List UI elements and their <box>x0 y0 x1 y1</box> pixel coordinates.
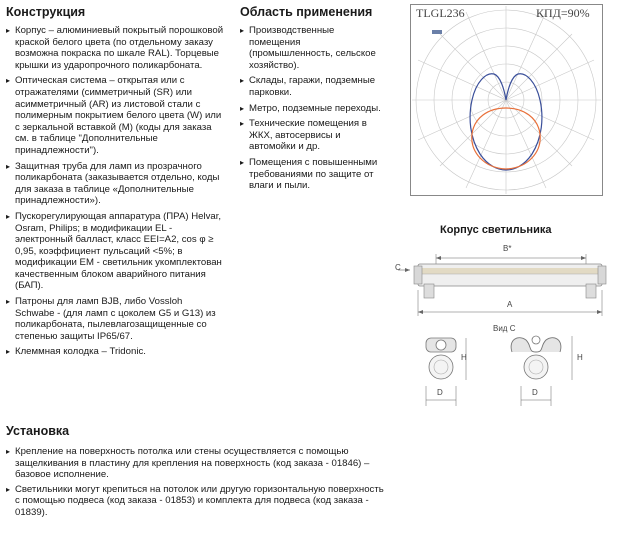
dimension-d1-label: D <box>437 388 443 397</box>
list-item: ▸ Технические помещения в ЖКХ, автосервисы и автомойки и др. <box>240 118 367 153</box>
bullet-icon: ▸ <box>6 211 11 221</box>
dimension-h2-label: H <box>577 353 583 362</box>
installation-title: Установка <box>6 424 70 438</box>
list-item: ▸ Пускорегулирующая аппаратура (ПРА) Helvar, Osram, Philips; в модификации EL - электронный балласт, класс EEI=A2, cos φ ≥ 0,95, коэффициент пульсаций <5%; в модификации EM - светильник укомплектован качественным блоком аварийного питания (БАП). <box>6 210 222 292</box>
housing-drawing <box>396 240 618 406</box>
dimension-a-label: A <box>507 300 513 309</box>
bullet-icon: ▸ <box>240 119 245 129</box>
bullet-icon: ▸ <box>6 297 11 307</box>
list-item: ▸ Производственные помещения (промышленность, сельское хозяйство). <box>240 25 376 71</box>
list-item: ▸ Патроны для ламп BJB, либо Vossloh Schwabe - (для ламп с цоколем G5 и G13) из поликарбоната, пылевлагозащищенные со степенью защиты IP65/67. <box>6 296 216 342</box>
list-item: ▸ Защитная труба для ламп из прозрачного поликарбоната (заказывается отдельно, коды для заказа в таблице «Дополнительные принадлежности»). <box>6 160 220 207</box>
bullet-icon: ▸ <box>240 76 245 86</box>
list-item: ▸ Крепление на поверхность потолка или стены осуществляется с помощью защелкивания в пластину для крепления на поверхность (код заказа - 01846) – базовое исполнение. <box>6 446 370 481</box>
bullet-icon: ▸ <box>240 103 245 113</box>
polar-diagram-graphic <box>410 4 603 196</box>
list-item: ▸ Светильники могут крепиться на потолок или другую горизонтальную поверхность с помощью подвеса (код заказа - 01853) и комплекта для подвеса (код заказа - 01839). <box>6 483 384 518</box>
bullet-icon: ▸ <box>6 76 11 86</box>
view-c-arrow-label: C <box>395 263 401 272</box>
bullet-icon: ▸ <box>6 161 11 171</box>
bullet-icon: ▸ <box>6 347 11 357</box>
construction-list <box>6 25 224 362</box>
list-item: ▸ Клеммная колодка – Tridonic. <box>6 346 146 358</box>
construction-title: Конструкция <box>6 5 86 19</box>
bullet-icon: ▸ <box>6 26 11 35</box>
end-view-clip <box>426 338 466 406</box>
dimension-h1-label: H <box>461 353 467 362</box>
list-item: ▸ Метро, подземные переходы. <box>240 102 381 114</box>
bullet-icon: ▸ <box>6 484 11 494</box>
list-item: ▸ Склады, гаражи, подземные парковки. <box>240 75 376 98</box>
legend-icon <box>432 30 442 34</box>
installation-list <box>6 446 386 522</box>
bullet-icon: ▸ <box>6 447 11 456</box>
housing-title: Корпус светильника <box>440 224 552 236</box>
list-item: ▸ Помещения с повышенными требованиями по защите от влаги и пыли. <box>240 156 378 192</box>
view-c-label: Вид С <box>493 324 516 333</box>
dimension-d2-label: D <box>532 388 538 397</box>
polar-model-label: TLGL236 <box>416 6 465 20</box>
application-list <box>240 25 382 196</box>
bullet-icon: ▸ <box>240 157 245 167</box>
list-item: ▸ Корпус – алюминиевый покрытый порошковой краской белого цвета (по отдельному заказу возможна покраска по шкале RAL). Торцевые крышки из ударопрочного поликарбоната. <box>6 25 224 71</box>
bullet-icon: ▸ <box>240 26 245 35</box>
end-view-suspension <box>511 336 572 406</box>
list-item: ▸ Оптическая система – открытая или с отражателями (симметричный (SR) или асимметричный (AR) из листовой стали с полимерным покрытием белого цвета (W) или с зеркальной вставкой (M) (коды для заказа см. в таблице "Дополнительные принадлежности"). <box>6 75 222 156</box>
application-title: Область применения <box>240 5 373 19</box>
polar-efficiency-label: КПД=90% <box>536 6 590 20</box>
dimension-b-label: B* <box>503 244 512 253</box>
polar-diagram <box>410 4 603 196</box>
